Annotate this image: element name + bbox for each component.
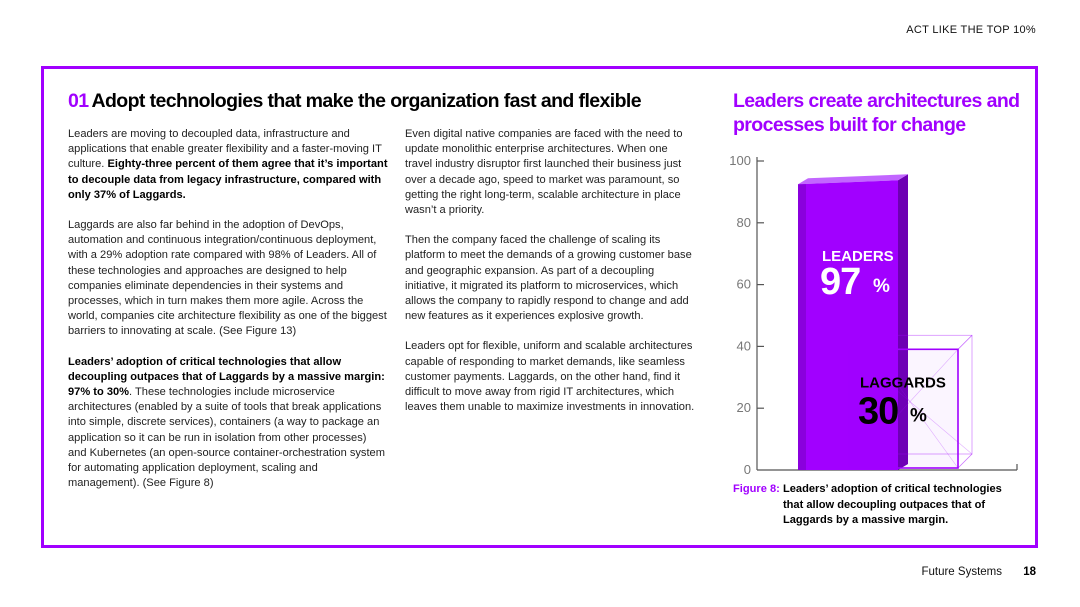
laggards-category-label: LAGGARDS: [860, 374, 946, 392]
paragraph: [68, 355, 388, 492]
laggards-cube-edge: [958, 335, 972, 349]
footer-label: Future Systems: [921, 566, 1002, 578]
laggards-value-label: 30: [858, 390, 899, 433]
section-title: Adopt technologies that make the organization fast and flexible: [91, 90, 641, 112]
laggards-unit-label: %: [910, 405, 927, 427]
paragraph: Leaders opt for flexible, uniform and scalable architectures capable of responding to market demands, like seamless customer payments. Laggards, on the other hand, find it difficult to move away from rigid IT architectures, which leaves them unable to maximize investments in innovation.: [405, 340, 695, 414]
y-tick-label: 100: [729, 153, 751, 168]
figure-label: Figure 8:: [733, 483, 780, 495]
paragraph-text: Leaders are moving to decoupled data, infrastructure and applications that enable greater flexibility and a faster-moving IT culture.: [68, 128, 382, 171]
paragraph: Then the company faced the challenge of scaling its platform to meet the demands of a growing customer base and geographic expansion. As part of a decoupling initiative, it migrated its platform to microservices, which allows the company to rapidly respond to change and add new features as it experiences explosive growth.: [405, 234, 692, 323]
laggards-cube-edge: [958, 454, 972, 468]
leaders-value-label: 97: [820, 261, 861, 303]
y-tick-label: 0: [743, 462, 751, 477]
paragraph: Even digital native companies are faced with the need to update monolithic enterprise architectures. When one travel industry disruptor first launched their business just over a decade ago, speed to market was paramount, so getting the right long-term, scalable architecture in place wasn’t a priority.: [405, 128, 683, 217]
y-tick-label: 20: [736, 400, 751, 416]
figure-caption-text: Leaders’ adoption of critical technologies that allow decoupling outpaces that of Laggards by a massive margin.: [782, 483, 1002, 526]
paragraph: Laggards are also far behind in the adoption of DevOps, automation and continuous integration/continuous deployment, with a 29% adoption rate compared with 98% of Leaders. All of these technologies and approaches are designed to help companies eliminate dependencies in their systems and processes, which in turn makes them more agile. Across the world, companies cite architecture flexibility as one of the biggest barriers to innovating at scale. (See Figure 13): [68, 219, 387, 338]
body-column-2: [405, 127, 695, 430]
leaders-bar-shade: [798, 184, 806, 470]
y-tick-label: 60: [736, 276, 751, 292]
chart-canvas: [690, 150, 1030, 480]
leaders-unit-label: %: [873, 276, 890, 297]
body-column-1: [68, 127, 388, 506]
sidebar-heading: Leaders create architectures and processes built for change: [733, 90, 1020, 136]
section-number: 01: [68, 90, 89, 112]
leaders-category-label: LEADERS: [822, 248, 894, 265]
running-title: ACT LIKE THE TOP 10%: [906, 24, 1036, 36]
paragraph-bold-text: Eighty-three percent of them agree that it’s important to decouple data from legacy infrastructure, compared with only 37% of Laggards.: [68, 158, 388, 201]
paragraph-bold-text: Leaders’ adoption of critical technologies that allow decoupling outpaces that of Laggards by a massive margin: 97% to 30%: [68, 355, 385, 399]
figure-caption: [733, 482, 1023, 529]
y-tick-label: 80: [736, 214, 751, 230]
y-tick-label: 40: [736, 338, 751, 354]
section-heading: [68, 90, 641, 113]
page-number: 18: [1023, 566, 1036, 578]
adoption-bar-chart: [690, 150, 1030, 480]
paragraph-text: . These technologies include microservice architectures (enabled by a suite of tools that break applications into simple, discrete services), containers (a way to package an application so it can be run in isolation from other processes) and Kubernetes (an open-source container-orchestration system for automating application deployment, scaling and management). (See Figure 8): [68, 386, 385, 490]
paragraph: [68, 127, 388, 203]
